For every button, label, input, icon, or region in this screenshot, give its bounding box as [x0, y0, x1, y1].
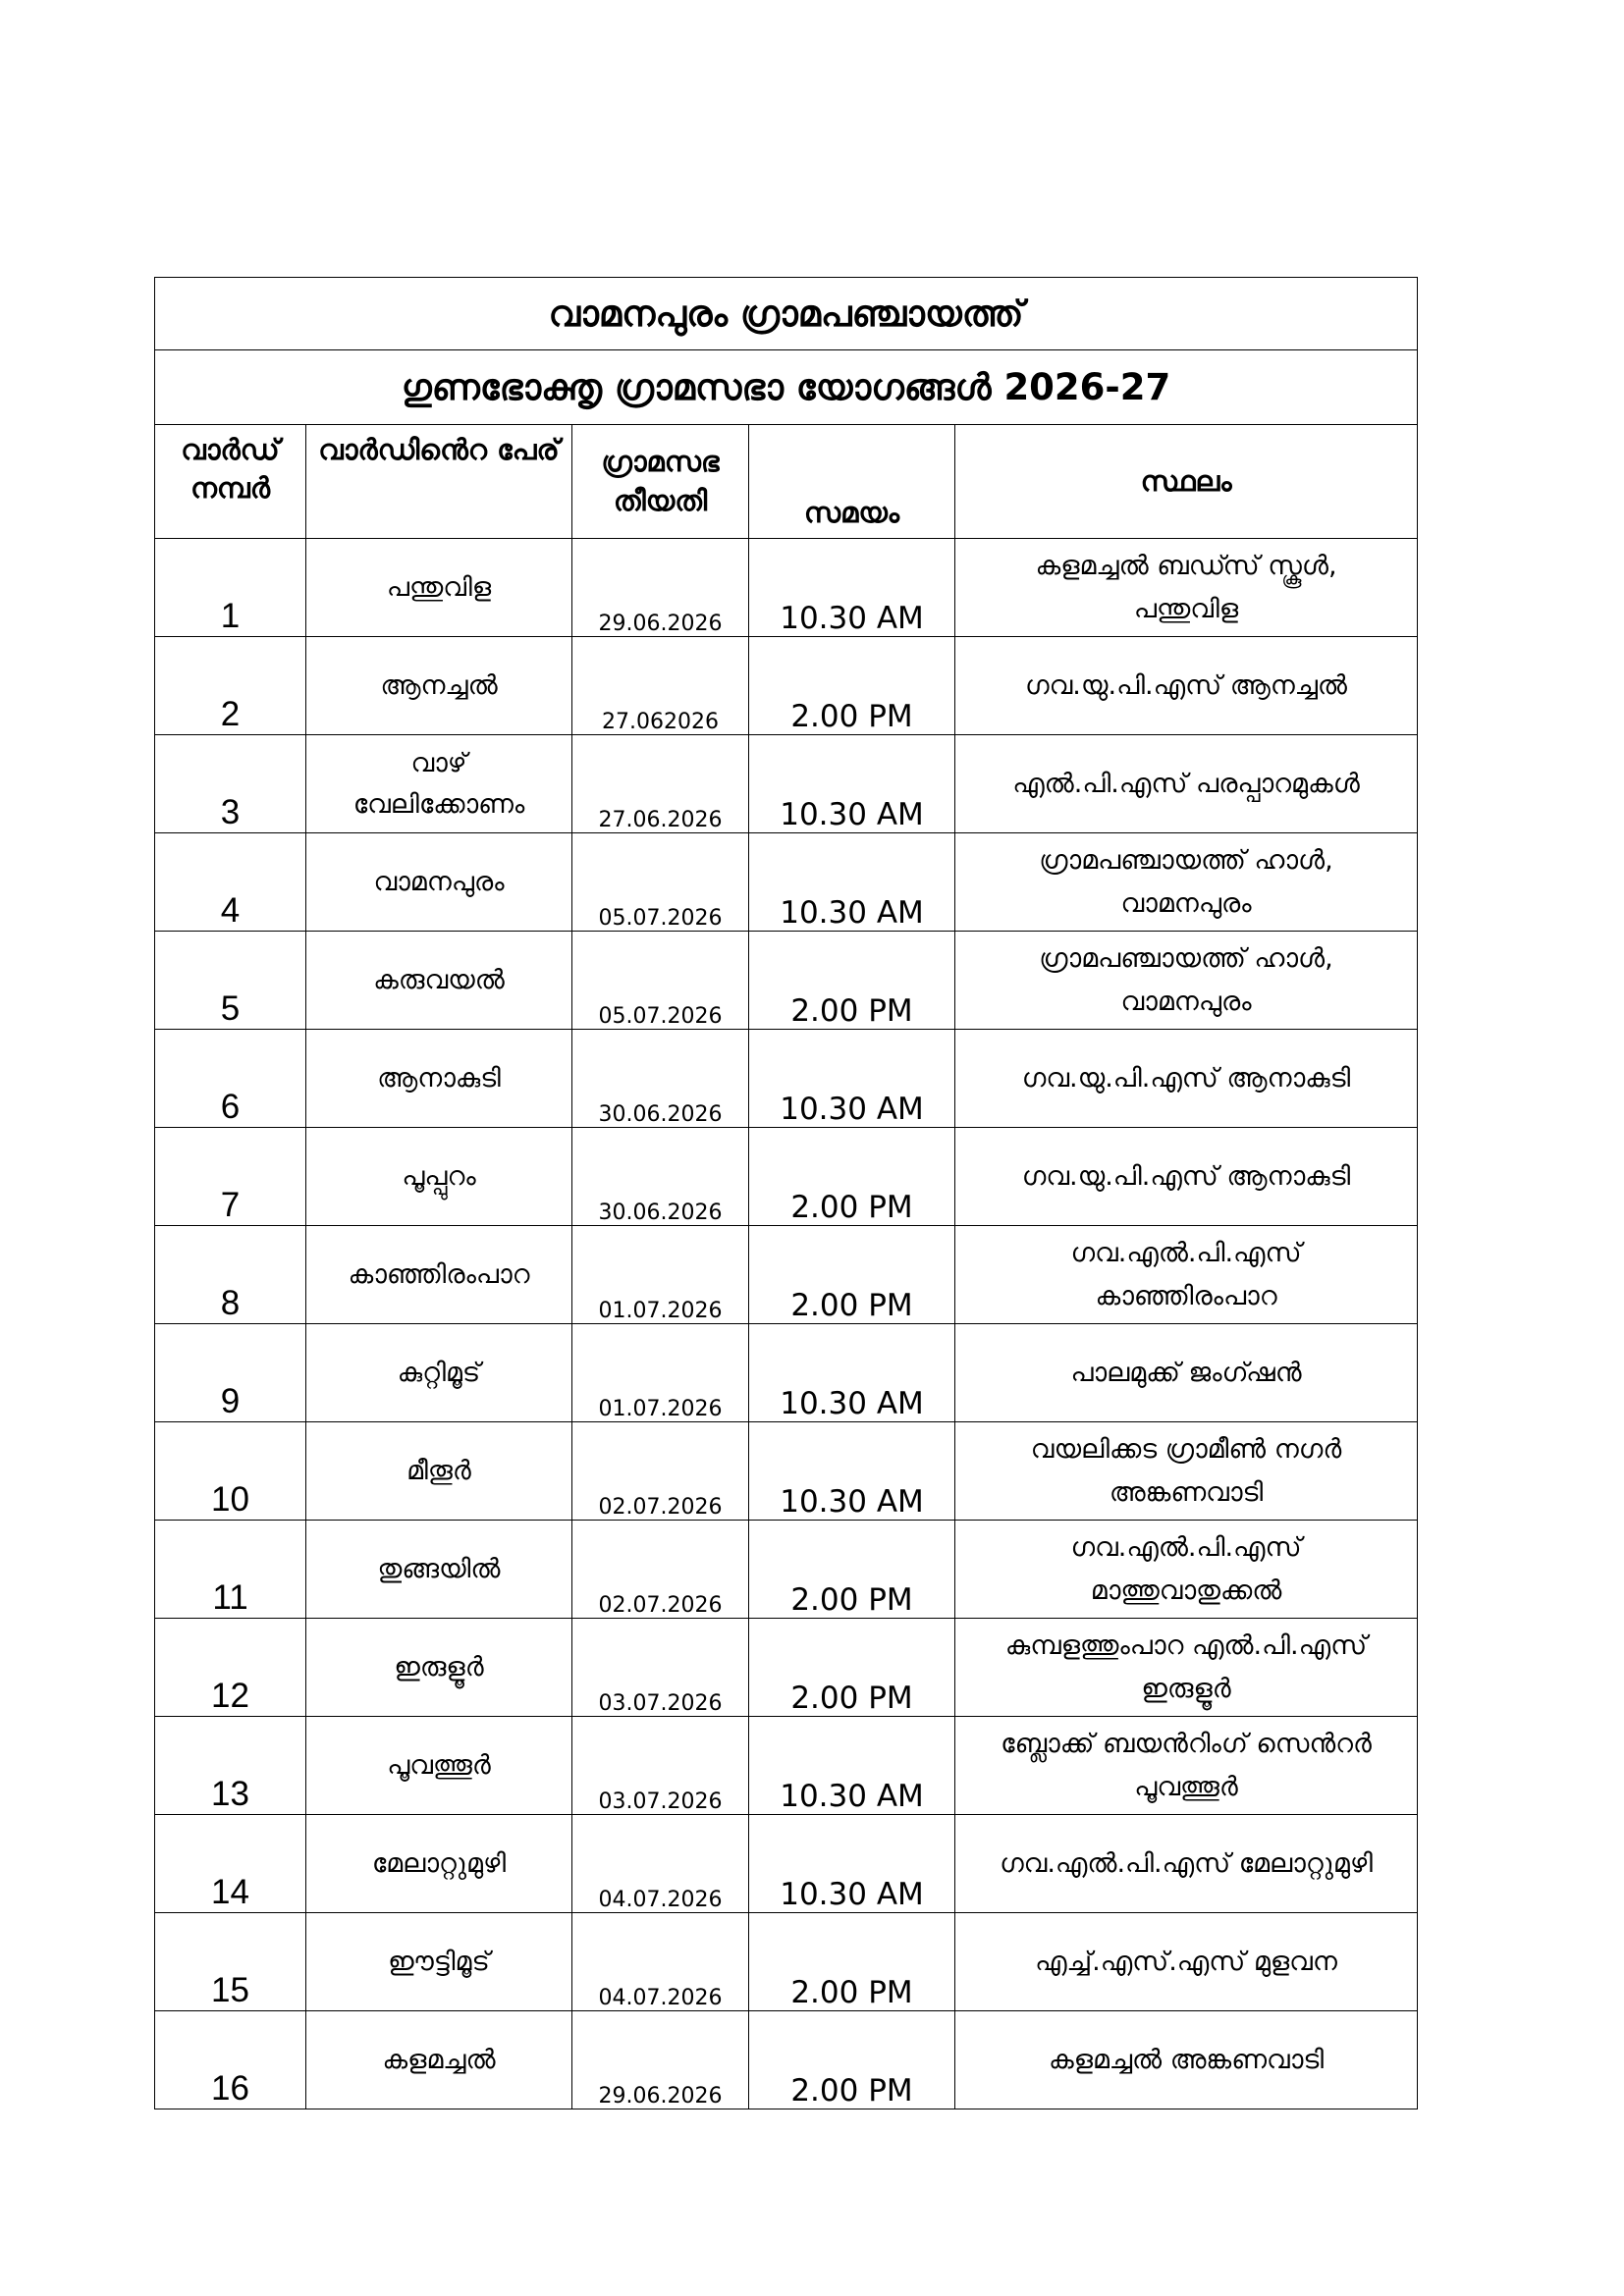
header-ward-no: വാർഡ് നമ്പർ [155, 425, 306, 539]
ward-number: 9 [155, 1324, 306, 1422]
header-date: ഗ്രാമസഭ തീയതി [572, 425, 749, 539]
meeting-place: വയലിക്കട ഗ്രാമീൺ നഗർ അങ്കണവാടി [955, 1422, 1418, 1521]
table-row [155, 1521, 1418, 1619]
table-row [155, 637, 1418, 735]
meeting-time: 2.00 PM [749, 1226, 955, 1324]
table-row [155, 833, 1418, 932]
meeting-date: 04.07.2026 [572, 1913, 749, 2011]
meeting-place: ഗവ.യു.പി.എസ് ആനച്ചൽ [955, 637, 1418, 735]
ward-number: 15 [155, 1913, 306, 2011]
meeting-place: ഗവ.എൽ.പി.എസ് കാഞ്ഞിരംപാറ [955, 1226, 1418, 1324]
table-row [155, 1030, 1418, 1128]
meeting-place: ഗവ.എൽ.പി.എസ് മാത്തുവാതുക്കൽ [955, 1521, 1418, 1619]
meeting-place: എച്ച്.എസ്.എസ് മുളവന [955, 1913, 1418, 2011]
meeting-date: 01.07.2026 [572, 1226, 749, 1324]
ward-number: 12 [155, 1619, 306, 1717]
ward-number: 2 [155, 637, 306, 735]
meeting-time: 2.00 PM [749, 1128, 955, 1226]
table-row [155, 1128, 1418, 1226]
table-row [155, 735, 1418, 833]
ward-name: കാഞ്ഞിരംപാറ [306, 1226, 572, 1324]
meeting-date: 30.06.2026 [572, 1128, 749, 1226]
ward-name: മീതൂർ [306, 1422, 572, 1521]
ward-number: 14 [155, 1815, 306, 1913]
ward-number: 10 [155, 1422, 306, 1521]
table-row [155, 2011, 1418, 2109]
meeting-date: 03.07.2026 [572, 1717, 749, 1815]
meeting-time: 2.00 PM [749, 1619, 955, 1717]
panchayat-title: വാമനപുരം ഗ്രാമപഞ്ചായത്ത് [155, 278, 1418, 350]
table-row [155, 1717, 1418, 1815]
meeting-time: 10.30 AM [749, 1717, 955, 1815]
header-place: സ്ഥലം [955, 425, 1418, 539]
meeting-place: പാലമുക്ക് ജംഗ്ഷൻ [955, 1324, 1418, 1422]
meeting-time: 2.00 PM [749, 1521, 955, 1619]
ward-name: ഇരുളൂർ [306, 1619, 572, 1717]
ward-name: കരുവയൽ [306, 932, 572, 1030]
meeting-time: 10.30 AM [749, 539, 955, 637]
ward-number: 6 [155, 1030, 306, 1128]
meeting-date: 27.062026 [572, 637, 749, 735]
gramasabha-schedule-table [154, 277, 1418, 2109]
meeting-date: 29.06.2026 [572, 2011, 749, 2109]
ward-number: 3 [155, 735, 306, 833]
table-row [155, 1422, 1418, 1521]
meeting-time: 10.30 AM [749, 1815, 955, 1913]
header-time: സമയം [749, 425, 955, 539]
ward-number: 5 [155, 932, 306, 1030]
meeting-date: 02.07.2026 [572, 1422, 749, 1521]
meeting-place: ഗവ.എൽ.പി.എസ് മേലാറ്റുമുഴി [955, 1815, 1418, 1913]
meeting-place: കുമ്പളത്തുംപാറ എൽ.പി.എസ് ഇരുളൂർ [955, 1619, 1418, 1717]
meeting-place: ഗ്രാമപഞ്ചായത്ത് ഹാൾ, വാമനപുരം [955, 932, 1418, 1030]
ward-number: 13 [155, 1717, 306, 1815]
ward-number: 16 [155, 2011, 306, 2109]
ward-name: ആനാകുടി [306, 1030, 572, 1128]
ward-name: തുങ്ങയിൽ [306, 1521, 572, 1619]
ward-number: 7 [155, 1128, 306, 1226]
ward-name: ഈട്ടിമൂട് [306, 1913, 572, 2011]
meeting-date: 05.07.2026 [572, 833, 749, 932]
ward-number: 1 [155, 539, 306, 637]
ward-name: വാഴ് വേലിക്കോണം [306, 735, 572, 833]
meeting-place: ബ്ലോക്ക് ബയൻറിംഗ് സെൻറർ പൂവത്തൂർ [955, 1717, 1418, 1815]
table-row [155, 932, 1418, 1030]
meeting-time: 2.00 PM [749, 637, 955, 735]
meeting-time: 2.00 PM [749, 2011, 955, 2109]
meeting-time: 10.30 AM [749, 1422, 955, 1521]
meeting-date: 01.07.2026 [572, 1324, 749, 1422]
meeting-place: കളമച്ചൽ അങ്കണവാടി [955, 2011, 1418, 2109]
meeting-date: 02.07.2026 [572, 1521, 749, 1619]
ward-name: മേലാറ്റുമുഴി [306, 1815, 572, 1913]
meeting-date: 29.06.2026 [572, 539, 749, 637]
ward-name: പൂപ്പുറം [306, 1128, 572, 1226]
meeting-time: 10.30 AM [749, 833, 955, 932]
ward-name: കളമച്ചൽ [306, 2011, 572, 2109]
ward-name: കുറ്റിമൂട് [306, 1324, 572, 1422]
meeting-place: കളമച്ചൽ ബഡ്സ് സ്കൂൾ, പന്തുവിള [955, 539, 1418, 637]
table-row [155, 1619, 1418, 1717]
meeting-time: 2.00 PM [749, 1913, 955, 2011]
table-row [155, 539, 1418, 637]
meeting-date: 04.07.2026 [572, 1815, 749, 1913]
table-row [155, 1815, 1418, 1913]
table-row [155, 1913, 1418, 2011]
meeting-subtitle: ഗുണഭോക്തൃ ഗ്രാമസഭാ യോഗങ്ങൾ 2026-27 [155, 350, 1418, 425]
ward-name: വാമനപുരം [306, 833, 572, 932]
meeting-date: 05.07.2026 [572, 932, 749, 1030]
meeting-place: എൽ.പി.എസ് പരപ്പാറമുകൾ [955, 735, 1418, 833]
ward-name: ആനച്ചൽ [306, 637, 572, 735]
table-row [155, 1324, 1418, 1422]
meeting-place: ഗ്രാമപഞ്ചായത്ത് ഹാൾ, വാമനപുരം [955, 833, 1418, 932]
header-ward-name: വാർഡിൻെറ പേര് [306, 425, 572, 539]
ward-name: പന്തുവിള [306, 539, 572, 637]
ward-number: 11 [155, 1521, 306, 1619]
ward-number: 4 [155, 833, 306, 932]
table-row [155, 1226, 1418, 1324]
meeting-place: ഗവ.യു.പി.എസ് ആനാകുടി [955, 1030, 1418, 1128]
meeting-place: ഗവ.യു.പി.എസ് ആനാകുടി [955, 1128, 1418, 1226]
meeting-time: 10.30 AM [749, 1030, 955, 1128]
meeting-time: 2.00 PM [749, 932, 955, 1030]
ward-name: പൂവത്തൂർ [306, 1717, 572, 1815]
meeting-date: 27.06.2026 [572, 735, 749, 833]
meeting-date: 03.07.2026 [572, 1619, 749, 1717]
ward-number: 8 [155, 1226, 306, 1324]
meeting-time: 10.30 AM [749, 1324, 955, 1422]
meeting-time: 10.30 AM [749, 735, 955, 833]
meeting-date: 30.06.2026 [572, 1030, 749, 1128]
